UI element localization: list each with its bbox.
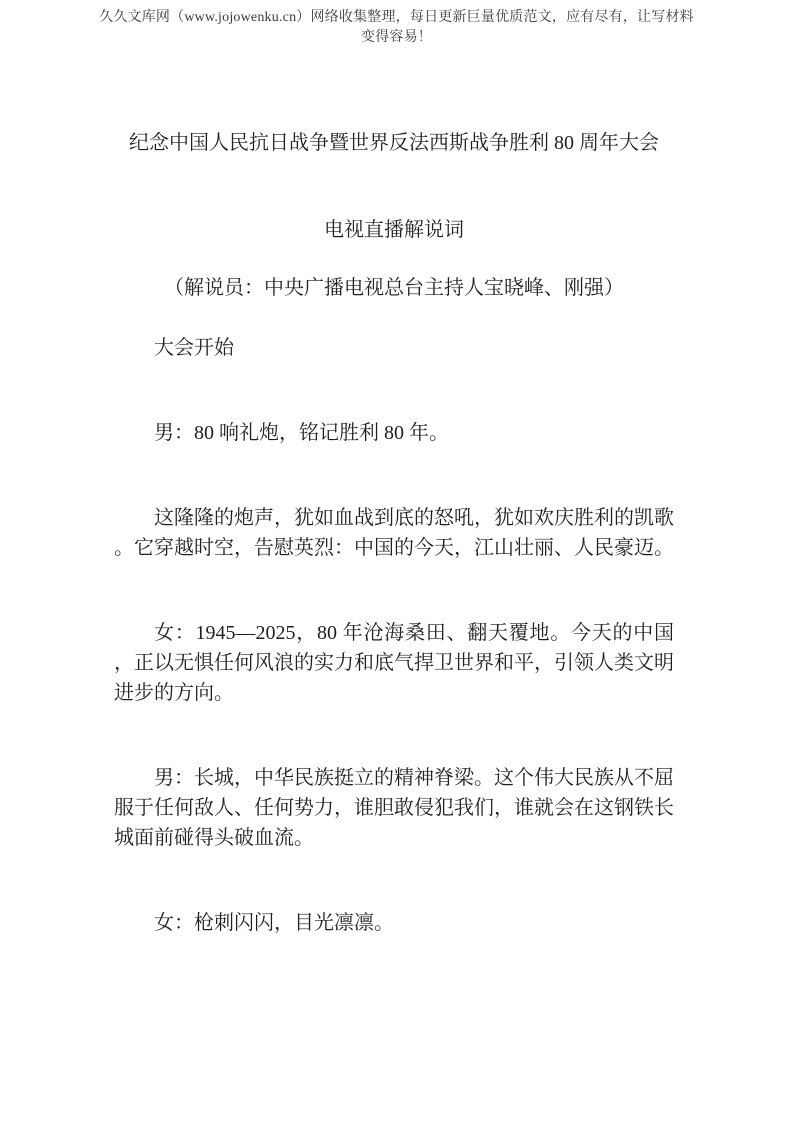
- document-subtitle: 电视直播解说词: [324, 219, 464, 241]
- paragraph-list: [114, 418, 674, 938]
- paragraph: 女：1945—2025，80 年沧海桑田、翻天覆地。今天的中国，正以无惧任何风浪的实力和底气捍卫世界和平，引领人类文明进步的方向。: [114, 622, 674, 704]
- paragraph: 女：枪刺闪闪，目光凛凛。: [154, 912, 394, 934]
- document-body: [114, 128, 674, 938]
- speaker-note: （解说员：中央广播电视总台主持人宝晓峰、刚强）: [164, 277, 624, 299]
- paragraph: 这隆隆的炮声，犹如血战到底的怒吼，犹如欢庆胜利的凯歌。它穿越时空，告慰英烈：中国的今天，江山壮丽、人民豪迈。: [114, 507, 674, 559]
- site-watermark-header: 久久文库网（www.jojowenku.cn）网络收集整理，每日更新巨量优质范文，应有尽有，让写材料变得容易！: [99, 10, 694, 45]
- section-heading: 大会开始: [154, 337, 234, 359]
- document-title: 纪念中国人民抗日战争暨世界反法西斯战争胜利 80 周年大会: [129, 132, 659, 154]
- paragraph: 男：80 响礼炮，铭记胜利 80 年。: [154, 422, 449, 444]
- paragraph: 男：长城，中华民族挺立的精神脊梁。这个伟大民族从不屈服于任何敌人、任何势力，谁胆敢侵犯我们，谁就会在这钢铁长城面前碰得头破血流。: [114, 767, 674, 849]
